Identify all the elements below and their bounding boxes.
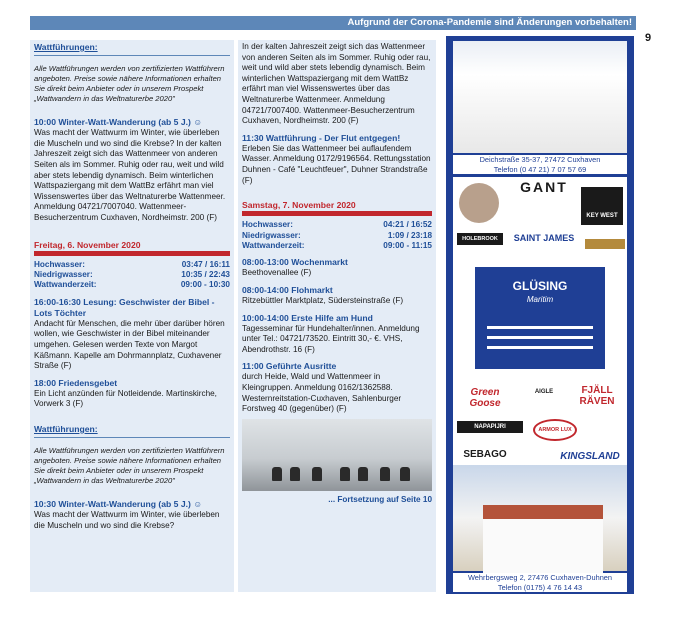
divider — [34, 55, 230, 56]
watt-intro-1: Alle Wattführungen werden von zertifizierten Wattführern angeboten. Preise sowie nähere Informationen erhalten Sie direkt beim Anbieter oder in unserem Prospekt „Wattwandern in das Weltnaturerbe 2020" — [34, 63, 225, 103]
store-building-photo — [453, 41, 627, 153]
event-body: In der kalten Jahreszeit zeigt sich das Wattenmeer von anderen Seiten als im Sommer. Ruhig oder rau, weit und wild aber stets lebendig dynamisch. Beim winterlichen Wattspaziergang mit dem WattBz erfährt man viel Wissenswertes über das Weltnaturerbe Wattenmeer. Anmeldung 04721/7007400. Wattenmeer-Besucherzentrum Cuxhaven, Nordheimstr. 200 (F) — [242, 42, 431, 126]
watt-title-1: Wattführungen: — [34, 42, 98, 52]
brand-badge-logo — [585, 239, 625, 249]
event-heading: 08:00-14:00 Flohmarkt — [242, 284, 333, 295]
keywest-logo: KEY WEST — [581, 187, 623, 225]
date-bar — [242, 211, 432, 216]
event-body: Andacht für Menschen, die mehr über darüber hören wollen, wie Geschwister in der Bibel miteinander umgehen. Gelesen werden Texte von Margot Käßmann. Kapelle am Dohrmannplatz, Cuxhavener Straße (F) — [34, 318, 225, 371]
event-heading: 10:00-14:00 Erste Hilfe am Hund — [242, 312, 373, 323]
tide-row: Hochwasser: 04:21 / 16:52 — [242, 220, 432, 230]
divider — [34, 437, 230, 438]
date-heading-saturday: Samstag, 7. November 2020 — [242, 200, 356, 211]
event-body: Was macht der Wattwurm im Winter, wie überleben die Muscheln und wo sind die Krebse? — [34, 510, 220, 530]
store-address-1: Deichstraße 35-37, 27472 Cuxhaven Telefon (0 47 21) 7 07 57 69 — [453, 155, 627, 174]
beach-riders-photo — [242, 419, 432, 491]
continued-note: ... Fortsetzung auf Seite 10 — [328, 494, 432, 504]
events-column-middle — [238, 40, 436, 592]
event-heading: 10:30 Winter-Watt-Wanderung (ab 5 J.) ☺ — [34, 499, 203, 510]
store-house-photo — [453, 465, 627, 571]
gant-logo: GANT — [520, 179, 568, 195]
event-body: durch Heide, Wald und Wattenmeer in Kleingruppen. Anmeldung 0162/1362588. Westernreitstation-Cuxhaven, Sahlenburger Forstweg 40 (gegenüber) (F) — [242, 372, 402, 414]
events-column-left — [30, 40, 234, 592]
store-address-2: Wehrbergsweg 2, 27476 Cuxhaven-Duhnen Telefon (0175) 4 76 14 43 — [453, 573, 627, 592]
event-heading: 11:30 Wattführung - Der Flut entgegen! — [242, 132, 401, 143]
event-body: Ein Licht anzünden für Notleidende. Martinskirche, Vorwerk 3 (F) — [34, 388, 217, 409]
saint-james-logo: SAINT JAMES — [513, 233, 575, 243]
aigle-logo: AIGLE — [534, 389, 554, 395]
date-heading-friday: Freitag, 6. November 2020 — [34, 239, 141, 250]
holebrook-logo: HOLEBROOK — [457, 233, 503, 245]
seagrafe-logo — [459, 183, 499, 223]
event-heading: 11:00 Geführte Ausritte — [242, 361, 337, 372]
fjallraven-logo: FJÄLL RÄVEN — [579, 385, 615, 407]
watt-intro-2: Alle Wattführungen werden von zertifizierten Wattführern angeboten. Preise sowie nähere Informationen erhalten Sie direkt beim Anbieter oder in unserem Prospekt „Wattwandern in das Weltnaturerbe 2020" — [34, 445, 225, 485]
event-body: Beethovenallee (F) — [242, 268, 312, 278]
event-body: Erleben Sie das Wattenmeer bei auflaufendem Wasser. Anmeldung 0172/9196564. Rettungsstation Duhnen - Café "Leuchtfeuer", Duhner Strandstraße (F) — [242, 143, 431, 185]
tide-row: Wattwanderzeit: 09:00 - 10:30 — [34, 280, 230, 290]
event-heading: 10:00 Winter-Watt-Wanderung (ab 5 J.) ☺ — [34, 117, 203, 128]
tide-row: Hochwasser: 03:47 / 16:11 — [34, 259, 230, 269]
date-bar — [34, 251, 230, 256]
page-number: 9 — [645, 32, 652, 44]
store-advertisement — [446, 36, 634, 594]
event-body: Was macht der Wattwurm im Winter, wie überleben die Muscheln und wo sind die Krebse? In der kalten Jahreszeit zeigt sich das Wattenmeer von anderen Seiten als im Sommer. Ruhig oder rau, weit und wild aber stets lebendig dynamisch. Beim winterlichen Wattspaziergang mit dem WattBz erfährt man viel Wissenswertes über das Weltnaturerbe Wattenmeer. Anmeldung 04721/7007040. Wattenmeer-Besucherzentrum Cuxhaven, Nordheimstr. 200 (F) — [34, 128, 226, 222]
sebago-logo: SEBAGO — [463, 449, 507, 460]
napapijri-logo: NAPAPIJRI — [457, 421, 523, 433]
event-heading: 16:00-16:30 Lesung: Geschwister der Bibel - Lots Töchter — [34, 296, 215, 318]
tide-row: Wattwanderzeit: 09:00 - 11:15 — [242, 240, 432, 250]
top-notice-bar: Aufgrund der Corona-Pandemie sind Änderungen vorbehalten! — [30, 16, 636, 30]
event-body: Ritzebüttler Marktplatz, Südersteinstraße (F) — [242, 295, 404, 305]
tide-row: Niedrigwasser: 10:35 / 22:43 — [34, 269, 230, 279]
green-goose-logo: Green Goose — [469, 387, 501, 409]
event-body: Tagesseminar für Hundehalter/innen. Anmeldung unter Tel.: 04721/73520. Eintritt 30,- €. VHS, Abendrothstr. 16 (F) — [242, 323, 420, 354]
kingsland-logo: KINGSLAND — [560, 451, 620, 462]
armor-lux-logo: ARMOR LUX — [533, 419, 577, 441]
event-heading: 08:00-13:00 Wochenmarkt — [242, 257, 348, 268]
watt-title-2: Wattführungen: — [34, 423, 98, 434]
glusing-maritim-logo: GLÜSING Maritim — [475, 267, 605, 369]
event-heading: 18:00 Friedensgebet — [34, 377, 118, 388]
tide-row: Niedrigwasser: 1:09 / 23:18 — [242, 230, 432, 240]
